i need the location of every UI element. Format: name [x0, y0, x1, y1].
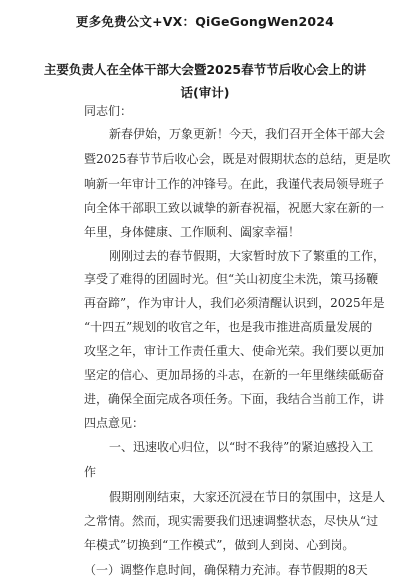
promo-banner: 更多免费公文+VX：QiGeGongWen2024 — [75, 14, 335, 29]
paragraph-line: 向全体干部职工致以诚挚的新春祝福，祝愿大家在新的一 — [84, 201, 385, 215]
paragraph-line: 年里，身体健康、工作顺利、阖家幸福！ — [84, 225, 301, 239]
document-title-line-1: 主要负责人在全体干部大会暨2025春节节后收心会上的讲 — [43, 62, 367, 77]
paragraph-line: 年模式”切换到“工作模式”，做到人到岗、心到岗。 — [84, 538, 355, 552]
paragraph-line: 四点意见： — [84, 416, 145, 430]
paragraph-line: 新春伊始，万象更新！今天，我们召开全体干部大会 — [109, 127, 386, 141]
paragraph-line: 享受了难得的团圆时光。但“关山初度尘未洗，策马扬鞭 — [84, 272, 379, 286]
paragraph-line: 之常情。然而，现实需要我们迅速调整状态，尽快从“过 — [84, 514, 379, 528]
paragraph-line: （一）调整作息时间，确保精力充沛。春节假期的8天 — [84, 563, 368, 577]
paragraph-line: 刚刚过去的春节假期，大家暂时放下了繁重的工作， — [109, 249, 386, 263]
paragraph-line: 暨2025春节节后收心会，既是对假期状态的总结，更是吹 — [84, 152, 391, 166]
paragraph-line: 再奋蹄”，作为审计人，我们必须清醒认识到，2025年是 — [84, 296, 385, 310]
document-title-line-2: 话(审计) — [180, 85, 230, 100]
paragraph-line: 坚定的信心、更加昂扬的斗志，在新的一年里继续砥砺奋 — [84, 368, 385, 382]
section-heading-line: 一、迅速收心归位，以“时不我待”的紧迫感投入工 — [109, 440, 374, 454]
paragraph-line: 攻坚之年，审计工作责任重大、使命光荣。我们要以更加 — [84, 344, 385, 358]
paragraph-line: 进，确保全面完成各项任务。下面，我结合当前工作，讲 — [84, 392, 385, 406]
paragraph-line: 响新一年审计工作的冲锋号。在此，我谨代表局领导班子 — [84, 177, 385, 191]
paragraph-line: “十四五”规划的收官之年，也是我市推进高质量发展的 — [84, 320, 373, 334]
salutation: 同志们： — [84, 104, 133, 118]
section-heading-line: 作 — [84, 465, 97, 479]
paragraph-line: 假期刚刚结束，大家还沉浸在节日的氛围中，这是人 — [109, 490, 386, 504]
